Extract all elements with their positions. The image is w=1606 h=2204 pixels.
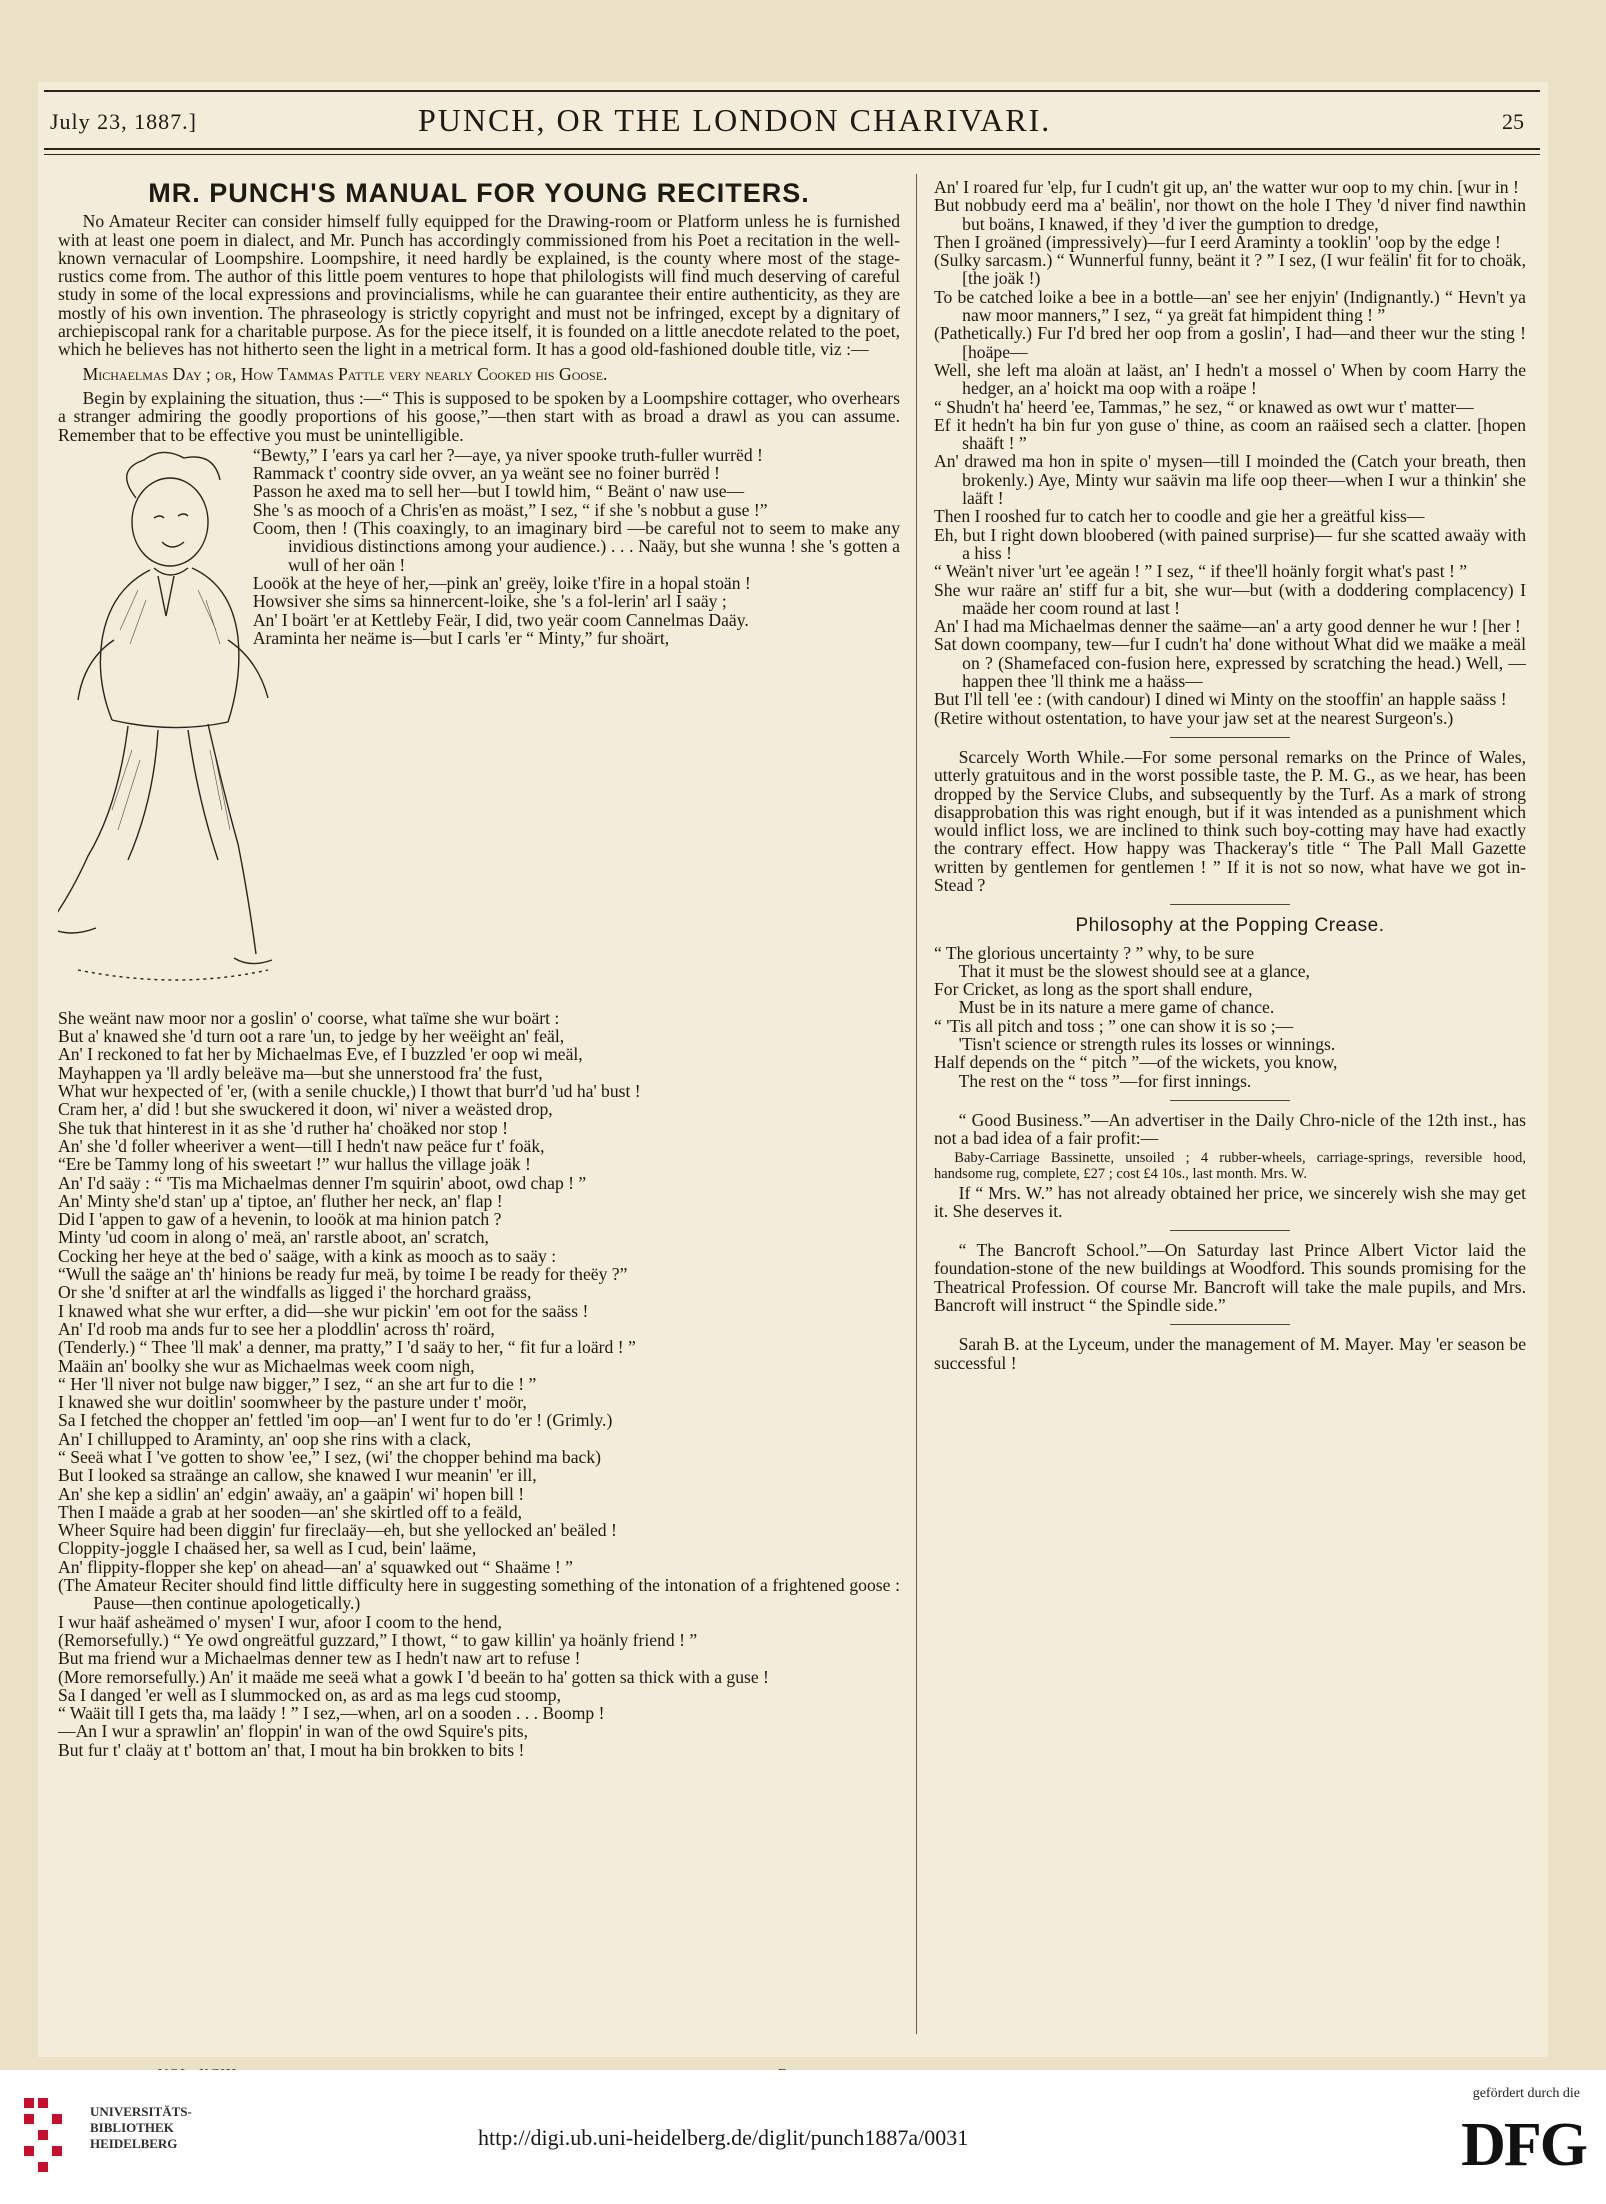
header-bottom-rule — [44, 148, 1540, 150]
verse-line: Maäin an' boolky she wur as Michaelmas week coom nigh, — [58, 1355, 475, 1376]
advert-comment: If “ Mrs. W.” has not already obtained her price, we sincerely wish she may get it. She deserves it. — [934, 1182, 1526, 1221]
reciting-instructions: Begin by explaining the situation, thus :—“ This is supposed to be spoken by a Loompshire cottager, who overhears a stranger admiring the goodly proportions of his goose,”—then start with as broad a drawl as you can assume. Remember that to be effective you must be unintelligible. — [58, 387, 900, 445]
left-column — [58, 178, 900, 2018]
library-name-line: UNIVERSITÄTS- — [90, 2104, 192, 2119]
verse-line: Or she 'd snifter at arl the windfalls as ligged i' the horchard graäss, — [58, 1282, 532, 1303]
library-name-line: BIBLIOTHEK — [90, 2120, 174, 2135]
section-divider — [1170, 737, 1290, 738]
verse-line: An' flippity-flopper she kep' on ahead—an' a' squawked out “ Shaäme ! ” — [58, 1556, 573, 1577]
funding-label: gefördert durch die — [1472, 2086, 1580, 2101]
right-column — [934, 178, 1526, 2018]
verse-line: (The Amateur Reciter should find little difficulty here in suggesting something of the intonation of a frightened goose : Pause—then continue apologetically.) — [58, 1575, 900, 1614]
verse-line: “ Shudn't ha' heerd 'ee, Tammas,” he sez, “ or knawed as owt wur t' matter— — [934, 396, 1474, 417]
verse-line: Cram her, a' did ! but she swuckered it doon, wi' niver a weästed drop, — [58, 1099, 553, 1120]
header-top-rule — [44, 90, 1540, 92]
verse-line: Then I rooshed fur to catch her to coodle and gie her a greätful kiss— — [934, 506, 1425, 527]
verse-line: I wur haäf asheämed o' mysen' I wur, afoor I coom to the hend, — [58, 1611, 502, 1632]
bancroft-school-paragraph: “ The Bancroft School.”—On Saturday last Prince Albert Victor laid the foundation-stone of the new buildings at Woodford. This sounds promising for the Theatrical Profession. Of course Mr. Bancroft will take the male pupils, and Mrs. Bancroft will instruct “ the Spindle side.” — [934, 1240, 1526, 1316]
verse-line: —An I wur a sprawlin' an' floppin' in wan of the owd Squire's pits, — [58, 1721, 529, 1742]
verse-line: “ The glorious uncertainty ? ” why, to be sure — [934, 942, 1255, 963]
verse-line: Mayhappen ya 'll ardly beleäve ma—but she unnerstood fra' the fust, — [58, 1062, 543, 1083]
verse-line: But I'll tell 'ee : (with candour) I dined wi Minty on the stooffin' an happle saäss ! — [934, 689, 1507, 710]
verse-line: An' I reckoned to fat her by Michaelmas Eve, ef I buzzled 'er oop wi meäl, — [58, 1044, 583, 1065]
verse-line: An' she kep a sidlin' an' edgin' awaäy, an' a gaäpin' wi' hopen bill ! — [58, 1483, 525, 1504]
university-library-logo-icon — [20, 2092, 80, 2182]
verse-line: An' I'd saäy : “ 'Tis ma Michaelmas denner I'm squirin' aboot, owd chap ! ” — [58, 1172, 587, 1193]
article-title: MR. PUNCH'S MANUAL FOR YOUNG RECITERS. — [148, 178, 810, 208]
sarah-b-paragraph: Sarah B. at the Lyceum, under the management of M. Mayer. May 'er season be successful ! — [934, 1334, 1526, 1373]
poem-continuation — [934, 178, 1526, 727]
verse-line: 'Tisn't science or strength rules its losses or winnings. — [958, 1034, 1336, 1055]
verse-line: An' she 'd foller wheeriver a went—till I hedn't naw peäce fur t' foäk, — [58, 1135, 545, 1156]
poem-verse-main — [58, 1009, 900, 1759]
verse-line: Passon he axed ma to sell her—but I towld him, “ Beänt o' naw use— — [252, 481, 745, 502]
header-double-rule — [44, 154, 1540, 155]
verse-line: For Cricket, as long as the sport shall endure, — [934, 979, 1253, 1000]
section-divider — [1170, 1230, 1290, 1231]
verse-line: She wur raäre an' stiff fur a bit, she wur—but (with a doddering complacency) I maäde her coom round at last ! — [934, 579, 1526, 618]
verse-line: She weänt naw moor nor a goslin' o' coorse, what taïme she wur boärt : — [58, 1007, 560, 1028]
verse-line: An' Minty she'd stan' up a' tiptoe, an' fluther her neck, an' flap ! — [58, 1190, 503, 1211]
philosophy-verse — [934, 944, 1526, 1090]
verse-line: “ Seeä what I 've gotten to show 'ee,” I sez, (wi' the chopper behind ma back) — [58, 1446, 601, 1467]
verse-line: She tuk that hinterest in it as she 'd ruther ha' choäked nor stop ! — [58, 1117, 508, 1138]
verse-line: I knawed what she wur erfter, a did—she wur pickin' 'em oot for the saäss ! — [58, 1300, 589, 1321]
verse-line: (Retire without ostentation, to have your jaw set at the nearest Surgeon's.) — [934, 707, 1454, 728]
verse-line: Ef it hedn't ha bin fur yon guse o' thine, as coom an raäised sech a clatter. [hopen shaäft ! ” — [934, 414, 1526, 454]
dfg-logo: DFG — [1461, 2111, 1586, 2179]
verse-line: That it must be the slowest should see at a glance, — [958, 960, 1310, 981]
verse-line: An' I chillupped to Araminty, an' oop she rins with a clack, — [58, 1428, 472, 1449]
verse-line: Araminta her neäme is—but I carls 'er “ Minty,” fur shoärt, — [252, 627, 670, 648]
verse-line: She 's as mooch of a Chris'en as moäst,” I sez, “ if she 's nobbut a guse !” — [252, 499, 768, 520]
verse-line: I knawed she wur doitlin' soomwheer by the pasture under t' moör, — [58, 1392, 527, 1413]
verse-line: Sa I fetched the chopper an' fettled 'im oop—an' I went fur to do 'er ! (Grimly.) — [58, 1410, 613, 1431]
library-name-line: HEIDELBERG — [90, 2136, 178, 2151]
verse-line: Eh, but I right down bloobered (with pained surprise)— fur she scatted awaäy with a hiss ! — [934, 524, 1526, 563]
verse-line: But ma friend wur a Michaelmas denner tew as I hedn't naw art to refuse ! — [58, 1648, 581, 1669]
verse-line: “Ere be Tammy long of his sweetart !” wur hallus the village joäk ! — [58, 1154, 531, 1175]
verse-line: The rest on the “ toss ”—for first innings. — [958, 1070, 1252, 1091]
section-divider — [1170, 1100, 1290, 1101]
verse-line: “ Waäit till I gets tha, ma laädy ! ” I sez,—when, arl on a sooden . . . Boomp ! — [58, 1703, 605, 1724]
verse-line: “Bewty,” I 'ears ya carl her ?—aye, ya niver spooke truth-fuller wurrëd ! — [252, 444, 763, 465]
verse-line: An' I'd roob ma ands fur to see her a ploddlin' across th' roärd, — [58, 1318, 495, 1339]
verse-line: Cloppity-joggle I chaäsed her, sa well as I cud, bein' laäme, — [58, 1538, 477, 1559]
issue-date: July 23, 1887.] — [50, 109, 197, 134]
article-intro: No Amateur Reciter can consider himself fully equipped for the Drawing-room or Platform unless he is furnished with at least one poem in dialect, and Mr. Punch has accordingly commissioned from his Poet a recitation in the well-known vernacular of Loompshire. Loompshire, it need hardly be explained, is the county where most of the stage-rustics come from. The author of this little poem ventures to hope that philologists will find much deserving of careful study in some of the local expressions and provincialisms, while he can guarantee their entire authenticity, as they are mostly of his own invention. The phraseology is strictly copyright and must not be infringed, except by a dignitary of archiepiscopal rank for a charitable purpose. As for the piece itself, it is founded on a little anecdote related to the poet, which he believes has not hitherto seen the light in a metrical form. It has a good old-fashioned double title, viz :— — [58, 211, 900, 360]
newspaper-page — [38, 82, 1548, 2057]
verse-line: Then I maäde a grab at her sooden—an' she skirtled off to a feäld, — [58, 1501, 523, 1522]
verse-line: But I looked sa straänge an callow, she knawed I wur meanin' 'er ill, — [58, 1465, 537, 1486]
verse-line: (More remorsefully.) An' it maäde me seeä what a gowk I 'd beeän to ha' gotten sa thick with a guse ! — [58, 1666, 769, 1687]
verse-line: Then I groäned (impressively)—fur I eerd Araminty a tooklin' 'oop by the edge ! — [934, 231, 1501, 252]
verse-line: What wur hexpected of 'er, (with a senile chuckle,) I thowt that burr'd 'ud ha' bust ! — [58, 1081, 641, 1102]
section-divider — [1170, 1324, 1290, 1325]
good-business-paragraph: “ Good Business.”—An advertiser in the Daily Chro-nicle of the 12th inst., has not a bad idea of a fair profit:— — [934, 1109, 1526, 1149]
verse-line: Minty 'ud coom in along o' meä, an' rarstle aboot, an' scratch, — [58, 1227, 489, 1248]
verse-line: An' I boärt 'er at Kettleby Feär, I did, two yeär coom Cannelmas Daäy. — [252, 609, 749, 630]
philosophy-title: Philosophy at the Popping Crease. — [1075, 915, 1385, 937]
verse-line: Coom, then ! (This coaxingly, to an imaginary bird —be careful not to seem to make any invidious distinctions among your audience.) . . . Naäy, but she wunna ! she 's gotten a wull of her oän ! — [252, 518, 900, 575]
verse-line: (Pathetically.) Fur I'd bred her oop from a goslin', I had—and theer wur the sting ! [hoäpe— — [934, 323, 1526, 362]
verse-line: “ 'Tis all pitch and toss ; ” one can show it is so ;— — [934, 1015, 1294, 1036]
scarcely-worth-while-paragraph: Scarcely Worth While.—For some personal remarks on the Prince of Wales, utterly gratuitous and in the worst possible taste, the P. M. G., as we hear, has been dropped by the Service Clubs, and subsequently by the Turf. As a mark of strong disapprobation this was right enough, but if it was intended as a punishment which would inflict loss, we are inclined to think such boy-cotting may have had exactly the contrary effect. How happy was Thackeray's title “ The Pall Mall Gazette written by gentlemen for gentlemen ! ” If it is not so now, what have we got in-Stead ? — [934, 746, 1526, 895]
verse-line: (Remorsefully.) “ Ye owd ongreätful guzzard,” I thowt, “ to gaw killin' ya hoänly friend ! ” — [58, 1629, 698, 1650]
verse-line: “ Her 'll niver not bulge naw bigger,” I sez, “ an she art fur to die ! ” — [58, 1373, 537, 1394]
verse-line: Sa I danged 'er well as I slummocked on, as ard as ma legs cud stoomp, — [58, 1684, 562, 1705]
verse-line: An' I roared fur 'elp, fur I cudn't git up, an' the watter wur oop to my chin. [wur in ! — [934, 178, 1519, 197]
verse-line: But fur t' claäy at t' bottom an' that, I mout ha bin brokken to bits ! — [58, 1739, 525, 1760]
verse-line: Half depends on the “ pitch ”—of the wickets, you know, — [934, 1052, 1338, 1073]
verse-line: Rammack t' coontry side ovver, an ya weänt see no foiner burrëd ! — [252, 463, 720, 484]
verse-line: But a' knawed she 'd turn oot a rare 'un, to jedge by her weëight an' feäl, — [58, 1026, 565, 1047]
verse-line: To be catched loike a bee in a bottle—an' see her enjyin' (Indignantly.) “ Hevn't ya naw moor manners,” I sez, “ ya greät fat himpident thing ! ” — [934, 286, 1526, 326]
verse-line: Howsiver she sims sa hinnercent-loike, she 's a fol-lerin' arl I saäy ; — [252, 591, 727, 612]
verse-line: Well, she left ma aloän at laäst, an' I hedn't a mossel o' When by coom Harry the hedger, an a' hoickt ma oop with a roäpe ! — [934, 359, 1526, 399]
verse-line: An' I had ma Michaelmas denner the saäme—an' a arty good denner he wur ! [her ! — [934, 616, 1521, 637]
baby-carriage-advert: Baby-Carriage Bassinette, unsoiled ; 4 rubber-wheels, carriage-springs, reversible hood, handsome rug, complete, £27 ; cost £4 10s., last month. Mrs. W. — [934, 1149, 1526, 1182]
verse-line: Must be in its nature a mere game of chance. — [958, 997, 1275, 1018]
verse-line: Looök at the heye of her,—pink an' greëy, loike t'fire in a hopal stoän ! — [252, 572, 751, 593]
verse-line: “ Weän't niver 'urt 'ee ageän ! ” I sez, “ if thee'll hoänly forgit what's past ! ” — [934, 561, 1468, 582]
verse-line: Did I 'appen to gaw of a hevenin, to looök at ma hinion patch ? — [58, 1209, 502, 1230]
verse-line: “Wull the saäge an' th' hinions be ready fur meä, by toime I be ready for theëy ?” — [58, 1264, 628, 1285]
verse-line: Sat down coompany, tew—fur I cudn't ha' done without What did we maäke a meäl on ? (Shamefaced con-fusion here, expressed by scratching the head.) Well, —happen thee 'll think me a haäss— — [934, 634, 1526, 692]
section-divider — [1170, 904, 1290, 905]
permalink-url[interactable]: http://digi.ub.uni-heidelberg.de/diglit/punch1887a/0031 — [478, 2125, 969, 2150]
verse-line: But nobbudy eerd ma a' beälin', nor thowt on the hole I They 'd niver find nawthin but boäns, I knawed, if they 'd iver the gumption to dredge, — [934, 195, 1526, 234]
university-library-name — [90, 2104, 192, 2152]
verse-line: An' drawed ma hon in spite o' mysen—till I moinded the (Catch your breath, then brokenly.) Aye, Minty wur saävin ma life oop theer—when I wur a thinkin' she laäft ! — [934, 451, 1526, 509]
reciter-illustration — [58, 450, 278, 1005]
verse-line: Wheer Squire had been diggin' fur fireclaäy—eh, but she yellocked an' beäled ! — [58, 1520, 617, 1541]
column-separator — [916, 174, 917, 2034]
page-number: 25 — [1502, 109, 1524, 134]
verse-line: (Tenderly.) “ Thee 'll mak' a denner, ma pratty,” I 'd saäy to her, “ fit fur a loärd ! ” — [58, 1337, 636, 1358]
verse-line: (Sulky sarcasm.) “ Wunnerful funny, beänt it ? ” I sez, (I wur feälin' fit for to choäk, [the joäk !) — [934, 250, 1526, 289]
poem-title: Michaelmas Day ; or, How Tammas Pattle very nearly Cooked his Goose. — [82, 363, 608, 384]
publication-title: PUNCH, OR THE LONDON CHARIVARI. — [418, 102, 1052, 138]
verse-line: Cocking her heye at the bed o' saäge, with a kink as mooch as to saäy : — [58, 1245, 557, 1266]
